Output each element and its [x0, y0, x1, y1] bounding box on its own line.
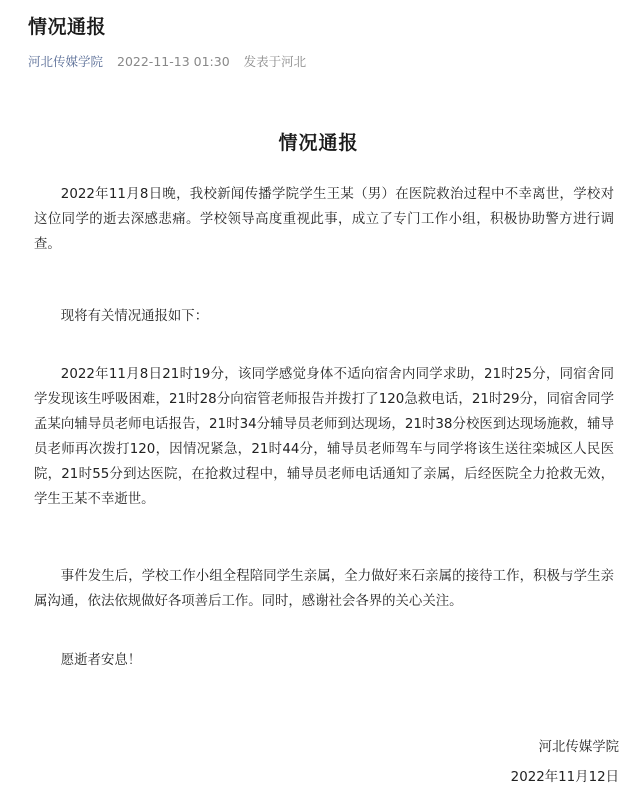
publish-location: 发表于河北 [243, 54, 307, 69]
notice-paragraph-3: 2022年11月8日21时19分，该同学感觉身体不适向宿舍内同学求助，21时25分，同宿舍同学发现该生呼吸困难，21时28分向宿管老师报告并拨打了120急救电话，21时29分，同宿舍同学孟某向辅导员老师电话报告，21时34分辅导员老师到达现场，21时38分校医到达现场施救，辅导员老师再次拨打120，因情况紧急，21时44分，辅导员老师驾车与同学将该生送往栾城区人民医院，21时55分到达医院，在抢救过程中，辅导员老师电话通知了亲属，后经医院全力抢救无效，学生王某不幸逝世。 [34, 367, 614, 507]
notice-paragraph-2: 现将有关情况通报如下： [60, 309, 209, 324]
account-name-link[interactable]: 河北传媒学院 [28, 54, 104, 69]
notice-paragraph-5: 愿逝者安息！ [60, 653, 142, 668]
notice-heading: 情况通报 [278, 132, 359, 154]
article-meta [28, 52, 306, 70]
notice-paragraph-1: 2022年11月8日晚，我校新闻传播学院学生王某（男）在医院救治过程中不幸离世，学校对这位同学的逝去深感悲痛。学校领导高度重视此事，成立了专门工作小组，积极协助警方进行调查。 [34, 187, 614, 252]
signature-organization: 河北传媒学院 [538, 740, 619, 755]
article-title: 情况通报 [28, 16, 107, 38]
notice-paragraph-4: 事件发生后，学校工作小组全程陪同学生亲属，全力做好来石亲属的接待工作，积极与学生亲属沟通，依法依规做好各项善后工作。同时，感谢社会各界的关心关注。 [34, 569, 614, 609]
publish-datetime: 2022-11-13 01:30 [117, 54, 230, 69]
signature-date: 2022年11月12日 [510, 770, 619, 785]
